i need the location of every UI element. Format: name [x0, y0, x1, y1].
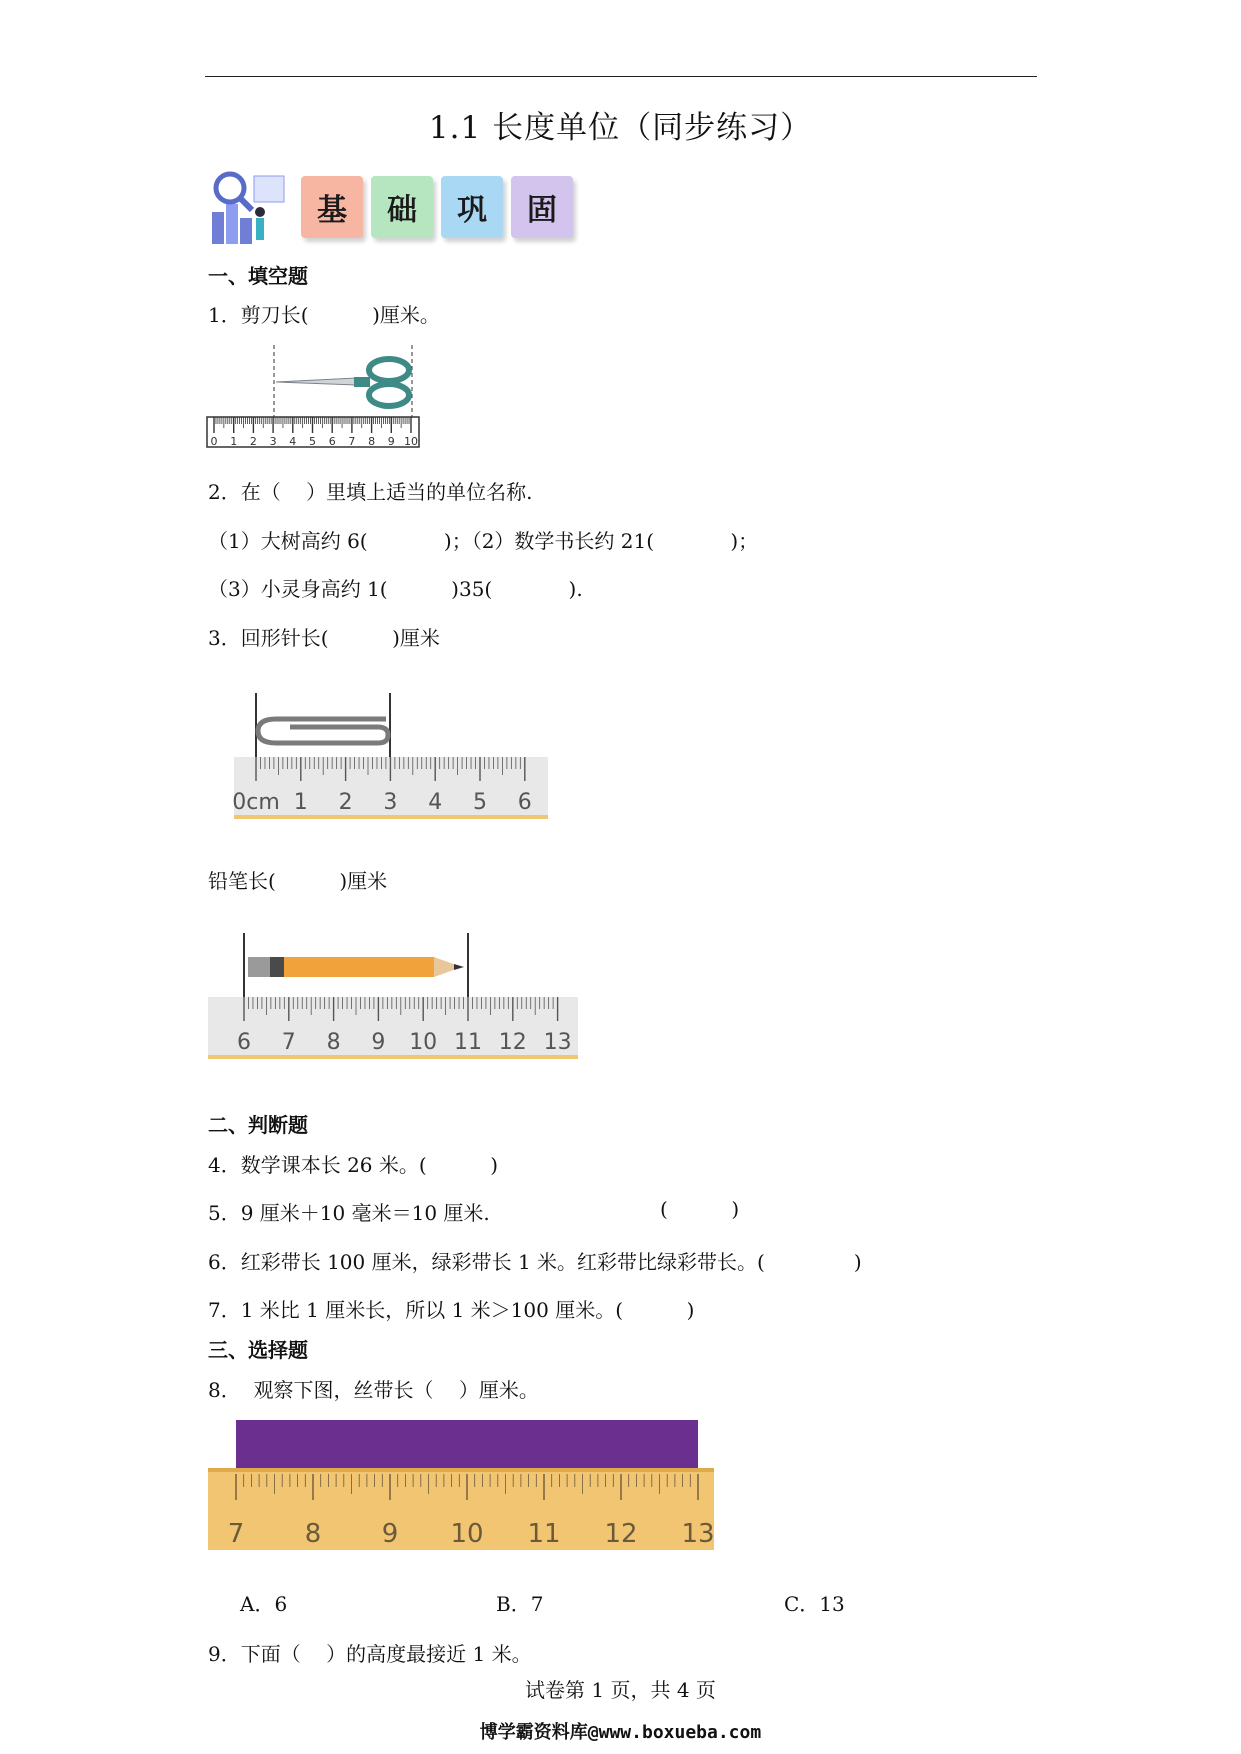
scissors-ruler-figure: [206, 345, 426, 451]
option-b[interactable]: B．7: [496, 1592, 544, 1616]
ruler-label: 0: [210, 435, 218, 448]
scissors-icon: [276, 359, 409, 406]
ruler-label: 12: [604, 1519, 638, 1549]
page-title: 1.1 长度单位（同步练习）: [428, 110, 813, 146]
question-5-answer-paren: ( ): [660, 1197, 740, 1221]
ruler-label: 10: [409, 1030, 438, 1055]
banner-tile-4: 固: [511, 176, 573, 238]
pencil-ruler-figure: [206, 933, 580, 1063]
ruler-label: 6: [237, 1030, 251, 1055]
ruler-label: 12: [498, 1030, 527, 1055]
ruler-label: 13: [543, 1030, 572, 1055]
ruler-label: 10: [450, 1519, 484, 1549]
magnifier-chart-icon: [208, 168, 288, 246]
ribbon-ruler-figure: [206, 1420, 716, 1552]
question-2: 2．在（ ）里填上适当的单位名称.: [208, 480, 533, 504]
ruler-label: 1: [230, 435, 238, 448]
ruler-label: 8: [304, 1519, 322, 1549]
ruler-label: 4: [428, 790, 443, 815]
ruler-label: 5: [309, 435, 316, 448]
ruler-label: 7: [281, 1030, 296, 1055]
ruler-label: 10: [404, 435, 418, 448]
ruler-label: 3: [383, 790, 398, 815]
ruler-label: 0cm: [232, 790, 280, 815]
paperclip-ruler-figure: [232, 693, 552, 825]
ruler-label: 9: [371, 1030, 386, 1055]
question-8: 8． 观察下图，丝带长（ ）厘米。: [208, 1378, 539, 1402]
paperclip-icon: [258, 719, 388, 743]
ruler-label: 2: [338, 790, 353, 815]
question-4: 4．数学课本长 26 米。( ): [208, 1153, 499, 1177]
question-1: 1．剪刀长( )厘米。: [208, 303, 440, 327]
pencil-icon: [248, 957, 464, 977]
ruler-label: 11: [527, 1519, 561, 1549]
ribbon-bar: [236, 1420, 698, 1468]
banner-tile-2: 础: [371, 176, 433, 238]
ruler-label: 8: [326, 1030, 341, 1055]
question-3-pencil: 铅笔长( )厘米: [208, 869, 388, 893]
question-2-part-b: （3）小灵身高约 1( )35( ).: [208, 577, 583, 601]
ruler-label: 8: [368, 435, 376, 448]
section-fill-blank: 一、填空题: [208, 264, 308, 288]
ruler-label: 9: [381, 1519, 399, 1549]
ruler-label: 11: [454, 1030, 482, 1055]
ruler-label: 13: [681, 1519, 715, 1549]
question-5: 5．9 厘米＋10 毫米＝10 厘米.: [208, 1201, 490, 1225]
banner-tile-3: 巩: [441, 176, 503, 238]
ruler-label: 3: [269, 435, 277, 448]
ruler-label: 9: [387, 435, 395, 448]
question-6: 6．红彩带长 100 厘米，绿彩带长 1 米。红彩带比绿彩带长。( ): [208, 1250, 862, 1274]
ruler-label: 4: [289, 435, 297, 448]
banner-tile-1: 基: [301, 176, 363, 238]
ruler-label: 7: [227, 1519, 245, 1549]
question-7: 7．1 米比 1 厘米长，所以 1 米＞100 厘米。( ): [208, 1298, 695, 1322]
question-9: 9．下面（ ）的高度最接近 1 米。: [208, 1642, 532, 1666]
ruler-label: 7: [348, 435, 356, 448]
question-2-part-a: （1）大树高约 6( )；（2）数学书长约 21( )；: [208, 529, 759, 553]
watermark: 博学霸资料库@www.boxueba.com: [479, 1722, 762, 1743]
page-footer: 试卷第 1 页，共 4 页: [525, 1678, 716, 1702]
ruler-label: 5: [473, 790, 487, 815]
ruler-label: 1: [293, 790, 308, 815]
top-rule: [205, 76, 1037, 77]
ruler-label: 2: [249, 435, 257, 448]
option-c[interactable]: C．13: [784, 1592, 845, 1616]
question-3: 3．回形针长( )厘米: [208, 626, 440, 650]
section-true-false: 二、判断题: [208, 1113, 308, 1137]
option-a[interactable]: A．6: [240, 1592, 288, 1616]
ruler-label: 6: [517, 790, 532, 815]
ruler-label: 6: [328, 435, 336, 448]
section-multiple-choice: 三、选择题: [208, 1338, 308, 1362]
